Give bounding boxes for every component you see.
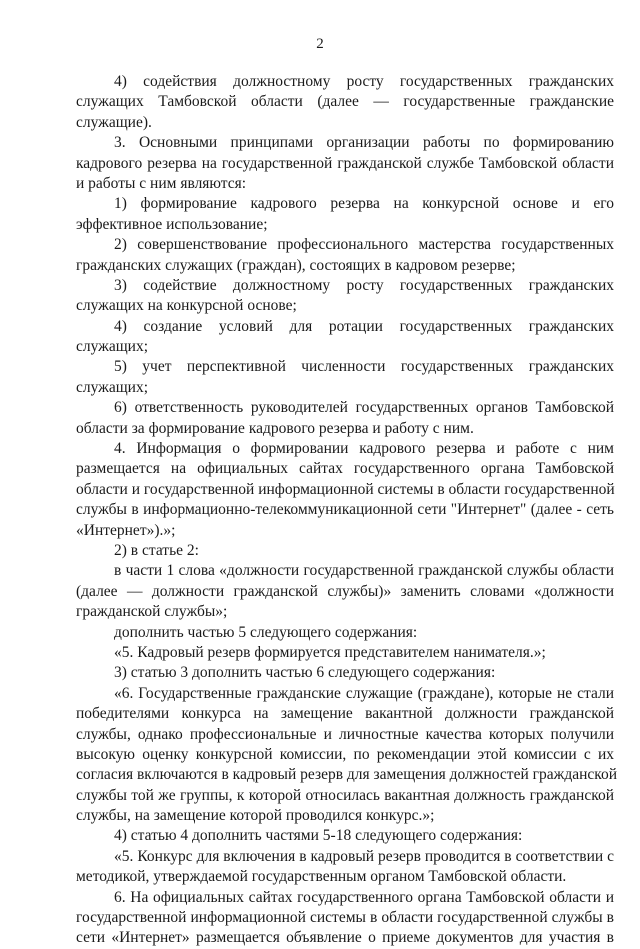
text-line: гражданских служащих (граждан), состоящих в кадровом резерве;	[76, 256, 516, 274]
text-line: «5. Кадровый резерв формируется представителем нанимателя.»;	[114, 643, 546, 661]
text-line: служащих Тамбовской области (далее — государственные гражданские	[76, 93, 614, 111]
text-line: 2) в статье 2:	[114, 541, 199, 559]
text-line: 4) содействия должностному росту государственных гражданских	[114, 73, 614, 90]
text-line: гражданской службы»;	[76, 603, 228, 621]
text-line: в части 1 слова «должности государственной гражданской службы области	[114, 562, 614, 580]
text-line: 3) содействие должностному росту государственных гражданских	[114, 276, 614, 294]
text-line: размещается на официальных сайтах государственного органа Тамбовской	[76, 460, 614, 478]
text-line: служащих;	[76, 378, 149, 396]
text-line: 3) статью 3 дополнить частью 6 следующего содержания:	[114, 664, 496, 682]
text-line: кадрового резерва на государственной гражданской службе Тамбовской области	[76, 154, 614, 172]
text-line: согласия включаются в кадровый резерв для замещения должностей гражданской	[76, 766, 618, 784]
text-line: 4) создание условий для ротации государственных гражданских	[114, 317, 614, 335]
text-line: 3. Основными принципами организации работы по формированию	[114, 134, 614, 152]
text-line: 1) формирование кадрового резерва на конкурсной основе и его	[114, 195, 614, 213]
text-line: (далее — должности гражданской службы)» заменить словами «должности	[76, 582, 614, 600]
page-number: 2	[316, 36, 324, 52]
text-line: службы той же группы, к которой относилась вакантная должность гражданской	[76, 786, 614, 804]
text-line: 6. На официальных сайтах государственного органа Тамбовской области и	[114, 888, 614, 906]
text-line: служащих;	[76, 338, 149, 356]
text-line: области и государственной информационной системы в области государственной	[76, 480, 615, 498]
text-line: службы в информационно-телекоммуникационной сети "Интернет" (далее - сеть	[76, 501, 614, 519]
text-line: сети «Интернет» размещается объявление о приеме документов для участия в	[76, 929, 614, 947]
text-line: государственной информационной системы в области государственной службы в	[76, 909, 614, 927]
text-line: победителями конкурса на замещение вакантной должности гражданской	[76, 705, 614, 723]
text-line: 6) ответственность руководителей государственных органов Тамбовской	[114, 399, 614, 417]
text-line: и работы с ним являются:	[76, 174, 247, 192]
text-line: «5. Конкурс для включения в кадровый резерв проводится в соответствии с	[114, 847, 614, 865]
text-line: 2) совершенствование профессионального мастерства государственных	[114, 236, 614, 254]
text-line: службы, однако профессиональные и личностные качества которых получили	[76, 725, 614, 743]
text-line: области за формирование кадрового резерва и работу с ним.	[76, 419, 474, 437]
text-line: служащие).	[76, 113, 152, 131]
text-line: «Интернет»).»;	[76, 521, 176, 539]
text-line: служащих на конкурсной основе;	[76, 297, 297, 315]
text-line: 5) учет перспективной численности государственных гражданских	[114, 358, 614, 376]
text-line: службы, на замещение которой проводился конкурс.»;	[76, 807, 435, 825]
text-line: эффективное использование;	[76, 215, 268, 233]
text-line: методикой, утверждаемой государственным органом Тамбовской области.	[76, 868, 567, 886]
text-line: 4. Информация о формировании кадрового резерва и работе с ним	[114, 440, 614, 458]
text-line: дополнить частью 5 следующего содержания:	[114, 623, 418, 641]
text-line: 4) статью 4 дополнить частями 5-18 следующего содержания:	[114, 827, 523, 845]
text-line: «6. Государственные гражданские служащие (граждане), которые не стали	[114, 684, 614, 702]
document-body	[76, 72, 618, 949]
text-line: высокую оценку конкурсной комиссии, по рекомендации этой комиссии с их	[76, 745, 614, 763]
